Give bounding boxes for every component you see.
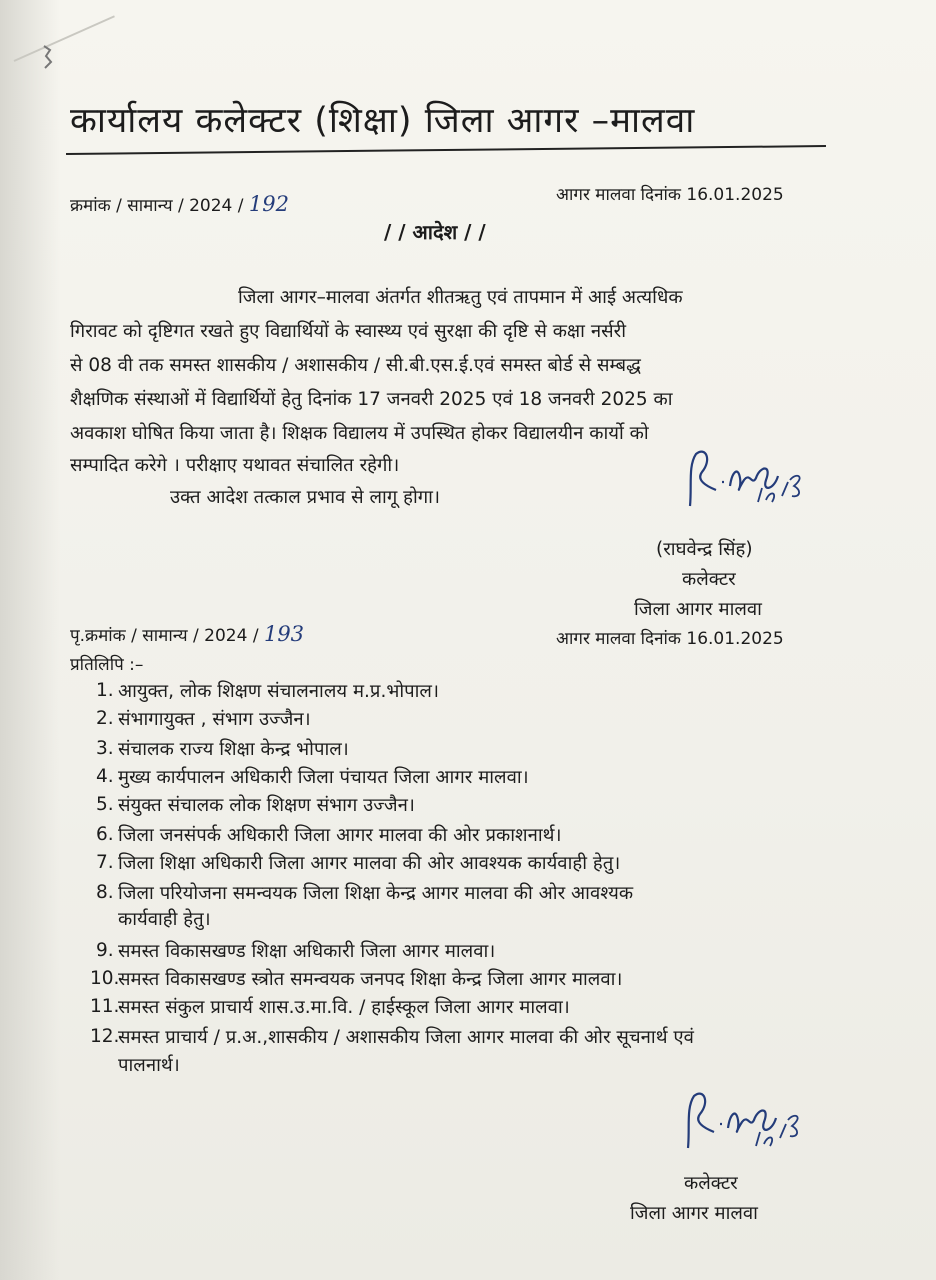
body-line: जिला आगर–मालवा अंतर्गत शीतऋतु एवं तापमान में आई अत्यधिक xyxy=(238,287,683,308)
list-item-number: 7. xyxy=(96,852,114,873)
endorsement-ref-handwritten-number: 193 xyxy=(263,622,305,646)
list-item-number: 2. xyxy=(96,708,114,729)
list-item-text: आयुक्त, लोक शिक्षण संचालनालय म.प्र.भोपाल। xyxy=(118,681,439,702)
order-ref-handwritten-number: 192 xyxy=(248,192,289,216)
list-item-text: पालनार्थ। xyxy=(118,1055,180,1076)
signature-icon xyxy=(682,446,812,516)
list-item-text: समस्त विकासखण्ड स्त्रोत समन्वयक जनपद शिक्षा केन्द्र जिला आगर मालवा। xyxy=(118,969,623,990)
list-item-text: संचालक राज्य शिक्षा केन्द्र भोपाल। xyxy=(118,739,349,760)
list-item-text: संयुक्त संचालक लोक शिक्षण संभाग उज्जैन। xyxy=(118,795,415,816)
office-title: कार्यालय कलेक्टर (शिक्षा) जिला आगर –मालवा xyxy=(70,101,696,141)
body-line: सम्पादित करेगे । परीक्षाए यथावत संचालित रहेगी। xyxy=(70,455,400,476)
list-item-text: समस्त प्राचार्य / प्र.अ.,शासकीय / अशासकीय जिला आगर मालवा की ओर सूचनार्थ एवं xyxy=(118,1027,694,1048)
list-item-text: जिला परियोजना समन्वयक जिला शिक्षा केन्द्र आगर मालवा की ओर आवश्यक xyxy=(118,883,634,904)
copy-label: प्रतिलिपि :– xyxy=(70,655,144,675)
list-item-number: 6. xyxy=(96,824,114,845)
list-item-number: 3. xyxy=(96,738,114,759)
order-heading: / / आदेश / / xyxy=(384,220,486,244)
list-item-number: 8. xyxy=(96,882,114,903)
list-item-text: कार्यवाही हेतु। xyxy=(118,909,211,930)
page-edge-shadow xyxy=(0,0,60,1280)
staple-pin-icon xyxy=(40,44,54,70)
list-item-text: जिला जनसंपर्क अधिकारी जिला आगर मालवा की ओर प्रकाशनार्थ। xyxy=(118,825,562,846)
endorsement-place-date: आगर मालवा दिनांक 16.01.2025 xyxy=(556,629,784,649)
effect-line: उक्त आदेश तत्काल प्रभाव से लागू होगा। xyxy=(170,487,440,508)
endorsement-ref-number xyxy=(70,622,304,646)
signatory-designation: कलेक्टर xyxy=(682,569,736,590)
body-line: शैक्षणिक संस्थाओं में विद्यार्थियों हेतु दिनांक 17 जनवरी 2025 एवं 18 जनवरी 2025 का xyxy=(70,389,673,410)
list-item-number: 12. xyxy=(90,1026,120,1047)
list-item-number: 4. xyxy=(96,766,114,787)
order-place-date: आगर मालवा दिनांक 16.01.2025 xyxy=(556,185,784,205)
order-ref-number xyxy=(70,192,289,216)
list-item-text: संभागायुक्त , संभाग उज्जैन। xyxy=(118,709,311,730)
body-line: से 08 वी तक समस्त शासकीय / अशासकीय / सी.बी.एस.ई.एवं समस्त बोर्ड से सम्बद्ध xyxy=(70,355,641,376)
list-item-number: 1. xyxy=(96,680,114,701)
footer-signature-icon xyxy=(680,1088,810,1158)
signatory-name: (राघवेन्द्र सिंह) xyxy=(656,539,753,560)
list-item-number: 5. xyxy=(96,794,114,815)
list-item-number: 11. xyxy=(90,996,120,1017)
list-item-number: 10. xyxy=(90,968,120,989)
list-item-number: 9. xyxy=(96,940,114,961)
list-item-text: समस्त विकासखण्ड शिक्षा अधिकारी जिला आगर मालवा। xyxy=(118,941,496,962)
body-line: गिरावट को दृष्टिगत रखते हुए विद्यार्थियों के स्वास्थ्य एवं सुरक्षा की दृष्टि से कक्षा नर्सरी xyxy=(70,321,626,342)
endorsement-ref-prefix: पृ.क्रमांक / सामान्य / 2024 / xyxy=(70,626,259,646)
list-item-text: मुख्य कार्यपालन अधिकारी जिला पंचायत जिला आगर मालवा। xyxy=(118,767,529,788)
list-item-text: जिला शिक्षा अधिकारी जिला आगर मालवा की ओर आवश्यक कार्यवाही हेतु। xyxy=(118,853,621,874)
footer-district: जिला आगर मालवा xyxy=(630,1203,758,1224)
signatory-district: जिला आगर मालवा xyxy=(634,599,762,620)
footer-designation: कलेक्टर xyxy=(684,1173,738,1194)
body-line: अवकाश घोषित किया जाता है। शिक्षक विद्यालय में उपस्थित होकर विद्यालयीन कार्यो को xyxy=(70,423,649,444)
order-ref-prefix: क्रमांक / सामान्य / 2024 / xyxy=(70,196,244,216)
list-item-text: समस्त संकुल प्राचार्य शास.उ.मा.वि. / हाईस्कूल जिला आगर मालवा। xyxy=(118,997,570,1018)
